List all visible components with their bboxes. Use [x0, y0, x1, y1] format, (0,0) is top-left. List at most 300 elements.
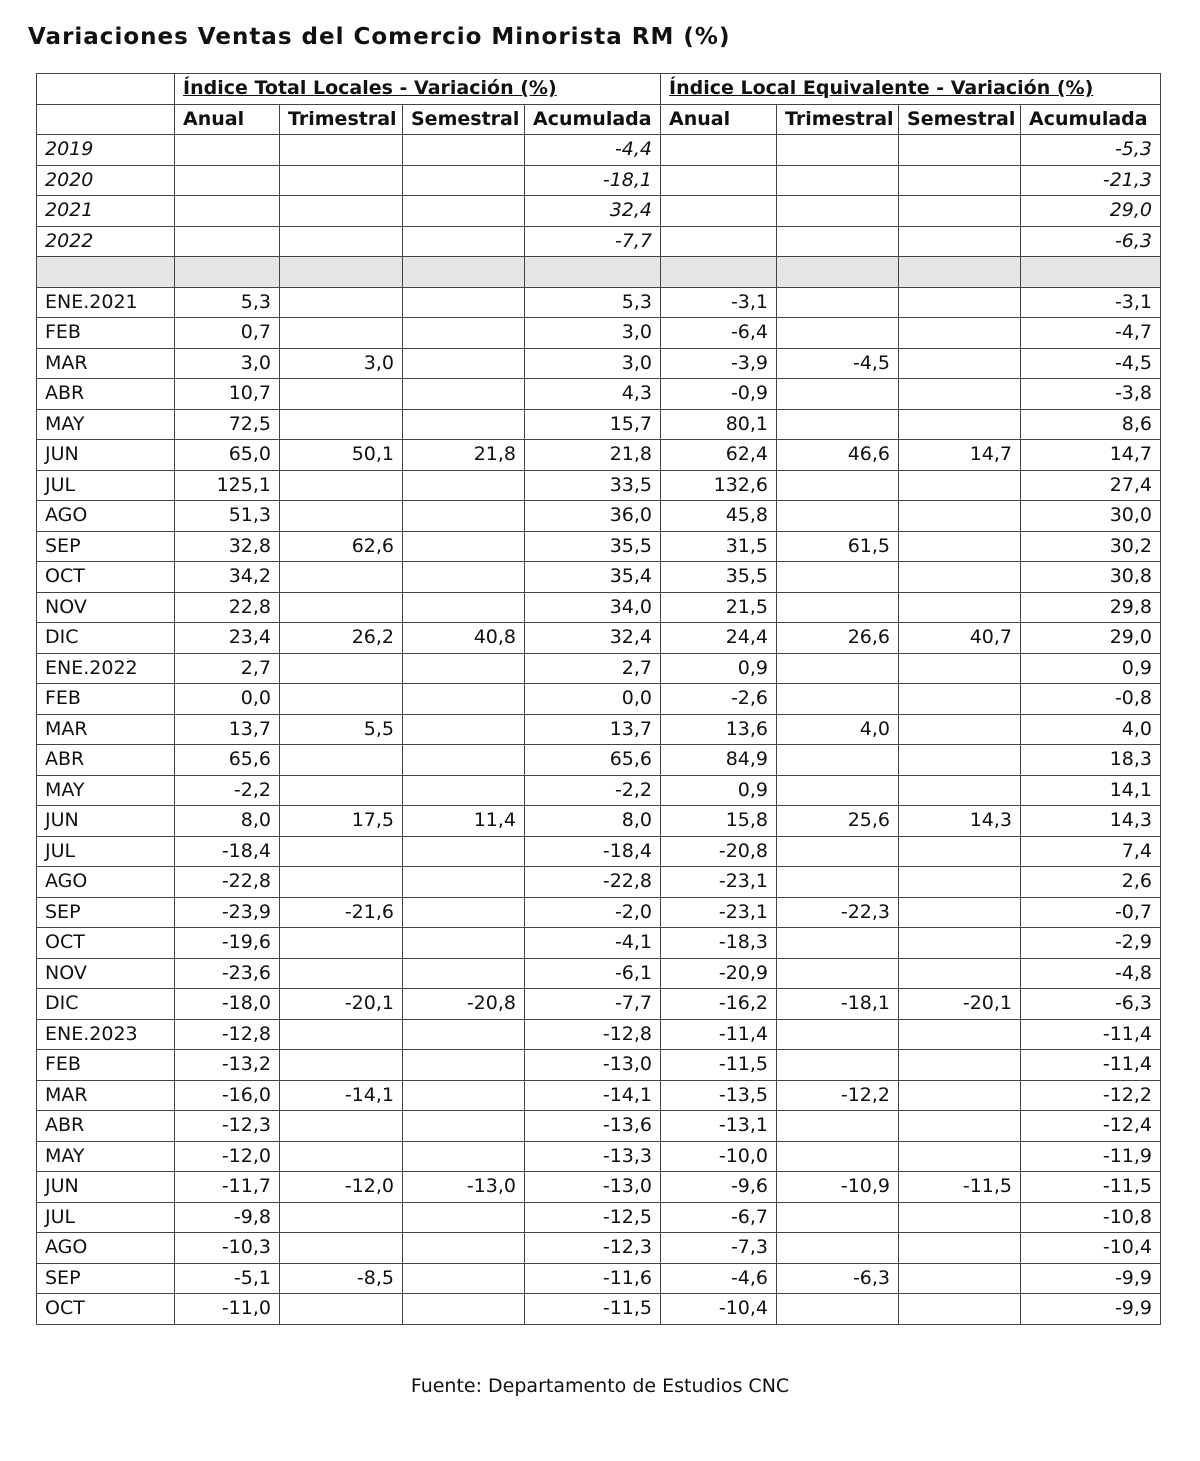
separator-row [37, 257, 1161, 288]
table-cell: -21,6 [280, 897, 403, 928]
table-cell [280, 1141, 403, 1172]
table-cell: -18,4 [525, 836, 661, 867]
table-cell: -23,1 [661, 867, 777, 898]
table-cell: -18,1 [777, 989, 899, 1020]
table-cell [777, 836, 899, 867]
table-cell: 30,0 [1021, 501, 1161, 532]
row-label: NOV [37, 592, 175, 623]
table-cell [175, 165, 280, 196]
table-cell: -23,9 [175, 897, 280, 928]
table-cell: -0,7 [1021, 897, 1161, 928]
column-header: Anual [661, 104, 777, 135]
table-cell [175, 196, 280, 227]
table-cell: 4,3 [525, 379, 661, 410]
table-cell: -16,0 [175, 1080, 280, 1111]
table-cell [777, 958, 899, 989]
column-header: Acumulada [1021, 104, 1161, 135]
table-row [37, 1294, 1161, 1325]
table-cell [899, 867, 1021, 898]
table-cell [403, 348, 525, 379]
table-row [37, 745, 1161, 776]
table-cell [777, 318, 899, 349]
table-row [37, 470, 1161, 501]
table-cell: 84,9 [661, 745, 777, 776]
table-cell: -6,3 [1021, 989, 1161, 1020]
table-cell [899, 379, 1021, 410]
table-cell: 32,8 [175, 531, 280, 562]
table-cell: -10,0 [661, 1141, 777, 1172]
table-cell: 35,5 [525, 531, 661, 562]
table-row [37, 501, 1161, 532]
table-cell: 29,8 [1021, 592, 1161, 623]
table-row [37, 1172, 1161, 1203]
table-cell [175, 135, 280, 166]
table-row [37, 135, 1161, 166]
row-label: FEB [37, 1050, 175, 1081]
table-cell: 8,0 [175, 806, 280, 837]
table-cell: -13,3 [525, 1141, 661, 1172]
table-cell: -4,1 [525, 928, 661, 959]
table-cell [777, 1141, 899, 1172]
table-row [37, 1111, 1161, 1142]
table-cell [777, 653, 899, 684]
row-label: MAR [37, 1080, 175, 1111]
column-header-row [37, 104, 1161, 135]
table-cell [899, 470, 1021, 501]
separator-cell [175, 257, 280, 288]
table-cell: 17,5 [280, 806, 403, 837]
table-cell: 40,7 [899, 623, 1021, 654]
table-cell [403, 928, 525, 959]
row-label: SEP [37, 897, 175, 928]
table-cell: 10,7 [175, 379, 280, 410]
row-label: MAY [37, 409, 175, 440]
table-cell: -20,8 [403, 989, 525, 1020]
table-cell: -13,6 [525, 1111, 661, 1142]
table-cell: -6,1 [525, 958, 661, 989]
table-cell: -3,8 [1021, 379, 1161, 410]
table-cell: -11,6 [525, 1263, 661, 1294]
table-row [37, 1141, 1161, 1172]
table-cell: -11,5 [899, 1172, 1021, 1203]
table-cell [899, 684, 1021, 715]
table-cell [899, 1202, 1021, 1233]
table-cell [777, 379, 899, 410]
table-cell: 61,5 [777, 531, 899, 562]
table-cell: 3,0 [525, 318, 661, 349]
table-cell: 80,1 [661, 409, 777, 440]
table-cell: 36,0 [525, 501, 661, 532]
table-cell [899, 562, 1021, 593]
table-cell: -13,0 [525, 1050, 661, 1081]
table-cell: -23,1 [661, 897, 777, 928]
table-cell: 30,2 [1021, 531, 1161, 562]
group-header-row [37, 74, 1161, 105]
table-cell [661, 226, 777, 257]
table-cell [280, 226, 403, 257]
table-cell [403, 531, 525, 562]
table-cell [280, 1111, 403, 1142]
table-row [37, 1233, 1161, 1264]
table-cell: 65,6 [175, 745, 280, 776]
table-cell: 65,6 [525, 745, 661, 776]
table-cell: -14,1 [525, 1080, 661, 1111]
table-cell [403, 1263, 525, 1294]
table-cell: -18,4 [175, 836, 280, 867]
table-cell [403, 318, 525, 349]
group-header-total: Índice Total Locales - Variación (%) [175, 74, 661, 105]
row-label: JUL [37, 470, 175, 501]
table-cell [280, 1019, 403, 1050]
table-cell: -12,2 [777, 1080, 899, 1111]
table-cell: -12,3 [525, 1233, 661, 1264]
table-cell: 14,7 [899, 440, 1021, 471]
table-cell [661, 196, 777, 227]
row-label: 2021 [37, 196, 175, 227]
table-cell: -0,9 [661, 379, 777, 410]
table-cell [899, 714, 1021, 745]
separator-cell [403, 257, 525, 288]
table-cell: 2,7 [525, 653, 661, 684]
column-header: Semestral [899, 104, 1021, 135]
table-cell [280, 501, 403, 532]
table-cell: -11,5 [1021, 1172, 1161, 1203]
table-cell [777, 1294, 899, 1325]
table-cell [175, 226, 280, 257]
table-cell [280, 1294, 403, 1325]
table-cell [899, 958, 1021, 989]
table-cell [280, 775, 403, 806]
group-header-equivalent: Índice Local Equivalente - Variación (%) [661, 74, 1161, 105]
table-cell [777, 928, 899, 959]
row-label: JUN [37, 806, 175, 837]
table-cell [403, 1050, 525, 1081]
table-row [37, 806, 1161, 837]
row-label: DIC [37, 989, 175, 1020]
table-cell [777, 562, 899, 593]
table-cell [777, 196, 899, 227]
table-cell: 5,3 [175, 287, 280, 318]
table-row [37, 592, 1161, 623]
table-cell: 3,0 [175, 348, 280, 379]
source-note: Fuente: Departamento de Estudios CNC [410, 1375, 790, 1397]
table-cell: -2,0 [525, 897, 661, 928]
table-cell [403, 470, 525, 501]
table-cell: 0,7 [175, 318, 280, 349]
table-cell: -10,3 [175, 1233, 280, 1264]
table-cell: -12,4 [1021, 1111, 1161, 1142]
table-cell: -20,8 [661, 836, 777, 867]
table-cell: -10,9 [777, 1172, 899, 1203]
table-cell [777, 501, 899, 532]
table-cell: 13,7 [525, 714, 661, 745]
row-label: FEB [37, 318, 175, 349]
table-cell: -16,2 [661, 989, 777, 1020]
table-cell [777, 135, 899, 166]
table-row [37, 1202, 1161, 1233]
table-cell: 14,3 [899, 806, 1021, 837]
table-cell: -7,3 [661, 1233, 777, 1264]
row-label: ABR [37, 379, 175, 410]
table-cell [280, 836, 403, 867]
table-cell: -4,5 [777, 348, 899, 379]
table-cell [280, 165, 403, 196]
row-label: NOV [37, 958, 175, 989]
table-cell: 5,5 [280, 714, 403, 745]
column-header: Anual [175, 104, 280, 135]
separator-cell [525, 257, 661, 288]
table-cell [280, 928, 403, 959]
table-row [37, 623, 1161, 654]
row-label: DIC [37, 623, 175, 654]
table-cell: 132,6 [661, 470, 777, 501]
table-cell: -11,4 [1021, 1050, 1161, 1081]
table-cell [403, 714, 525, 745]
table-cell: 3,0 [280, 348, 403, 379]
table-row [37, 928, 1161, 959]
separator-cell [37, 257, 175, 288]
table-cell: 2,6 [1021, 867, 1161, 898]
table-cell [899, 1294, 1021, 1325]
table-cell: 22,8 [175, 592, 280, 623]
table-cell [403, 501, 525, 532]
table-cell: -10,8 [1021, 1202, 1161, 1233]
table-cell [403, 684, 525, 715]
separator-cell [777, 257, 899, 288]
separator-cell [661, 257, 777, 288]
table-row [37, 348, 1161, 379]
table-cell: 3,0 [525, 348, 661, 379]
table-cell: 13,6 [661, 714, 777, 745]
table-cell [280, 1050, 403, 1081]
table-cell [899, 1233, 1021, 1264]
table-cell [280, 745, 403, 776]
table-row [37, 836, 1161, 867]
table-cell: 14,3 [1021, 806, 1161, 837]
table-cell: 13,7 [175, 714, 280, 745]
table-cell [403, 958, 525, 989]
table-cell: -3,9 [661, 348, 777, 379]
table-cell [899, 531, 1021, 562]
table-cell: -13,1 [661, 1111, 777, 1142]
table-cell [403, 592, 525, 623]
table-cell: -18,0 [175, 989, 280, 1020]
table-cell: 14,1 [1021, 775, 1161, 806]
table-cell: -12,8 [175, 1019, 280, 1050]
table-cell [280, 592, 403, 623]
table-cell: 35,4 [525, 562, 661, 593]
row-label: FEB [37, 684, 175, 715]
table-cell: 125,1 [175, 470, 280, 501]
table-cell: 4,0 [1021, 714, 1161, 745]
table-cell: 29,0 [1021, 196, 1161, 227]
table-cell [777, 775, 899, 806]
table-cell [403, 897, 525, 928]
table-cell: 2,7 [175, 653, 280, 684]
table-cell: -4,5 [1021, 348, 1161, 379]
table-cell [280, 653, 403, 684]
table-cell [403, 135, 525, 166]
table-cell [403, 226, 525, 257]
column-header: Trimestral [280, 104, 403, 135]
column-header: Semestral [403, 104, 525, 135]
table-cell: -7,7 [525, 989, 661, 1020]
table-cell [899, 135, 1021, 166]
table-cell: -4,6 [661, 1263, 777, 1294]
table-cell [280, 135, 403, 166]
table-cell: 15,7 [525, 409, 661, 440]
table-cell: -10,4 [1021, 1233, 1161, 1264]
separator-cell [1021, 257, 1161, 288]
table-cell [280, 684, 403, 715]
table-row [37, 867, 1161, 898]
table-cell [661, 165, 777, 196]
table-cell [899, 226, 1021, 257]
table-row [37, 226, 1161, 257]
table-row [37, 1050, 1161, 1081]
row-label: JUN [37, 440, 175, 471]
table-cell [777, 1202, 899, 1233]
table-cell: 62,4 [661, 440, 777, 471]
table-row [37, 409, 1161, 440]
row-label: 2019 [37, 135, 175, 166]
row-label: SEP [37, 531, 175, 562]
table-cell [899, 165, 1021, 196]
table-cell: 25,6 [777, 806, 899, 837]
table-cell [280, 470, 403, 501]
row-label: 2020 [37, 165, 175, 196]
table-cell [777, 592, 899, 623]
table-cell: 65,0 [175, 440, 280, 471]
table-cell [661, 135, 777, 166]
row-label: JUL [37, 1202, 175, 1233]
row-label: MAR [37, 348, 175, 379]
row-label: ENE.2021 [37, 287, 175, 318]
table-row [37, 287, 1161, 318]
table-cell: -6,4 [661, 318, 777, 349]
table-cell: -4,8 [1021, 958, 1161, 989]
table-cell: -4,7 [1021, 318, 1161, 349]
table-cell [403, 1019, 525, 1050]
page-title: Variaciones Ventas del Comercio Minorista RM (%) [28, 24, 731, 50]
table-cell [403, 775, 525, 806]
row-label: AGO [37, 867, 175, 898]
table-cell [403, 196, 525, 227]
table-cell [777, 409, 899, 440]
table-cell: 40,8 [403, 623, 525, 654]
table-cell: 11,4 [403, 806, 525, 837]
table-cell: 14,7 [1021, 440, 1161, 471]
table-cell [403, 745, 525, 776]
table-cell: 18,3 [1021, 745, 1161, 776]
table-cell: -18,1 [525, 165, 661, 196]
table-cell [899, 318, 1021, 349]
table-cell: -12,0 [280, 1172, 403, 1203]
table-cell: -6,7 [661, 1202, 777, 1233]
table-cell [280, 562, 403, 593]
table-cell [899, 1111, 1021, 1142]
row-label: ENE.2023 [37, 1019, 175, 1050]
row-label: ABR [37, 745, 175, 776]
table-cell: 4,0 [777, 714, 899, 745]
table-cell [280, 1202, 403, 1233]
table-cell: 23,4 [175, 623, 280, 654]
table-cell: 32,4 [525, 196, 661, 227]
column-header: Acumulada [525, 104, 661, 135]
table-cell: -2,9 [1021, 928, 1161, 959]
table-cell [899, 592, 1021, 623]
table-cell [899, 897, 1021, 928]
table-cell: -3,1 [661, 287, 777, 318]
table-cell [280, 196, 403, 227]
table-cell: -21,3 [1021, 165, 1161, 196]
table-cell: 45,8 [661, 501, 777, 532]
row-label: OCT [37, 928, 175, 959]
table-cell: 0,9 [1021, 653, 1161, 684]
table-cell [899, 501, 1021, 532]
table-cell [777, 684, 899, 715]
table-cell: -13,0 [525, 1172, 661, 1203]
table-cell [403, 287, 525, 318]
table-cell: 26,2 [280, 623, 403, 654]
table-row [37, 684, 1161, 715]
table-cell: 21,8 [403, 440, 525, 471]
table-cell: -3,1 [1021, 287, 1161, 318]
table-cell [403, 165, 525, 196]
table-cell [280, 379, 403, 410]
row-label: JUL [37, 836, 175, 867]
table-cell: -20,1 [280, 989, 403, 1020]
table-cell: 7,4 [1021, 836, 1161, 867]
row-label: SEP [37, 1263, 175, 1294]
row-label: OCT [37, 1294, 175, 1325]
table-cell [777, 1050, 899, 1081]
table-cell: 24,4 [661, 623, 777, 654]
table-row [37, 1080, 1161, 1111]
table-cell: -12,2 [1021, 1080, 1161, 1111]
table-cell [899, 1080, 1021, 1111]
table-cell [899, 1050, 1021, 1081]
table-cell: 0,9 [661, 653, 777, 684]
separator-cell [280, 257, 403, 288]
table-cell [403, 1202, 525, 1233]
table-cell: -11,5 [525, 1294, 661, 1325]
table-cell: -9,9 [1021, 1294, 1161, 1325]
table-row [37, 958, 1161, 989]
table-cell: -13,2 [175, 1050, 280, 1081]
table-cell: -20,9 [661, 958, 777, 989]
table-cell: 0,9 [661, 775, 777, 806]
table-cell: -11,5 [661, 1050, 777, 1081]
table-cell: -11,9 [1021, 1141, 1161, 1172]
table-cell: 21,8 [525, 440, 661, 471]
table-cell: -2,6 [661, 684, 777, 715]
table-cell: 8,6 [1021, 409, 1161, 440]
table-cell [899, 1263, 1021, 1294]
table-cell [403, 836, 525, 867]
row-label: ENE.2022 [37, 653, 175, 684]
table-cell [403, 409, 525, 440]
table-cell [403, 562, 525, 593]
table-cell: 72,5 [175, 409, 280, 440]
table-cell: 30,8 [1021, 562, 1161, 593]
table-cell [899, 928, 1021, 959]
table-cell: -9,9 [1021, 1263, 1161, 1294]
table-cell: 50,1 [280, 440, 403, 471]
table-cell: -6,3 [777, 1263, 899, 1294]
table-cell [403, 867, 525, 898]
table-cell [899, 1141, 1021, 1172]
